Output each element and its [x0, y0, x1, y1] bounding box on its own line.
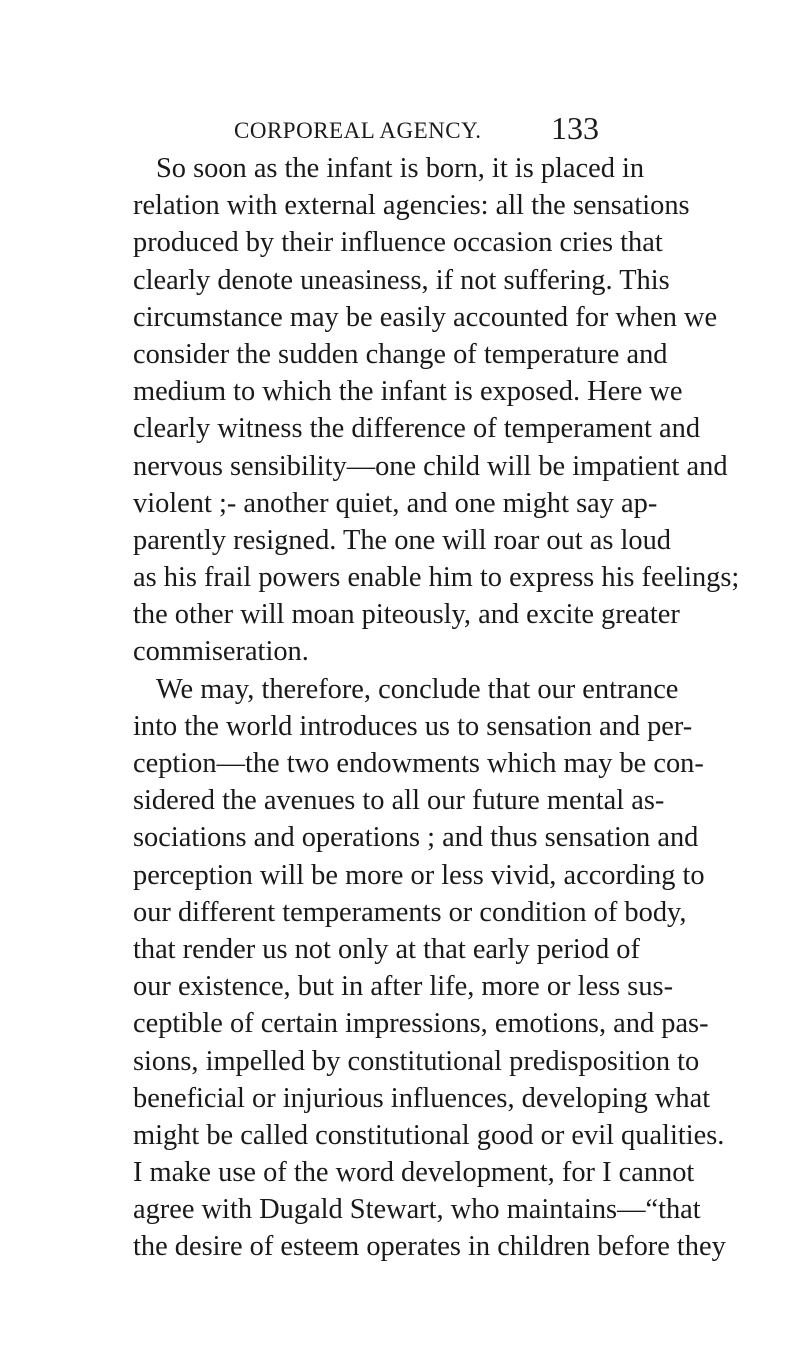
text-line: So soon as the infant is born, it is placed in: [156, 153, 645, 184]
text-line: the desire of esteem operates in children before they: [133, 1231, 726, 1263]
text-line: clearly denote uneasiness, if not suffering. This: [133, 264, 670, 296]
text-line: sidered the avenues to all our future mental as-: [133, 785, 665, 817]
text-line: produced by their influence occasion cries that: [133, 227, 663, 259]
text-line: the other will moan piteously, and excite greater: [133, 599, 680, 631]
text-line: agree with Dugald Stewart, who maintains—“that: [133, 1194, 701, 1226]
text-line: violent ;- another quiet, and one might say ap-: [133, 487, 658, 519]
text-line: beneficial or injurious influences, developing what: [133, 1082, 711, 1114]
text-line: parently resigned. The one will roar out as loud: [133, 524, 671, 556]
text-line: We may, therefore, conclude that our entrance: [156, 673, 679, 705]
text-line: ception—the two endowments which may be con-: [133, 748, 704, 779]
page-number: 133: [551, 110, 599, 146]
text-line: sociations and operations ; and thus sensation and: [133, 822, 699, 854]
text-line: clearly witness the difference of temperament and: [133, 413, 701, 445]
text-line: medium to which the infant is exposed. Here we: [133, 376, 683, 408]
text-line: sions, impelled by constitutional predisposition to: [133, 1045, 700, 1077]
text-line: relation with external agencies: all the sensations: [133, 190, 690, 222]
body-text: [133, 150, 740, 1266]
text-line: that render us not only at that early period of: [133, 933, 640, 965]
text-line: into the world introduces us to sensation and per-: [133, 710, 693, 742]
text-line: as his frail powers enable him to express his feelings;: [133, 562, 740, 594]
text-line: might be called constitutional good or evil qualities.: [133, 1119, 725, 1151]
text-line: consider the sudden change of temperature and: [133, 338, 668, 370]
text-line: nervous sensibility—one child will be impatient and: [133, 450, 728, 482]
running-head: CORPOREAL AGENCY.: [234, 118, 482, 143]
text-line: our different temperaments or condition of body,: [133, 896, 687, 928]
page-header: [234, 110, 599, 150]
text-line: circumstance may be easily accounted for when we: [133, 301, 718, 333]
text-line: perception will be more or less vivid, according to: [133, 859, 705, 891]
text-line: I make use of the word development, for I cannot: [133, 1157, 695, 1189]
text-line: ceptible of certain impressions, emotions, and pas-: [133, 1008, 709, 1040]
text-line: our existence, but in after life, more or less sus-: [133, 971, 674, 1003]
text-line: commiseration.: [133, 636, 309, 668]
